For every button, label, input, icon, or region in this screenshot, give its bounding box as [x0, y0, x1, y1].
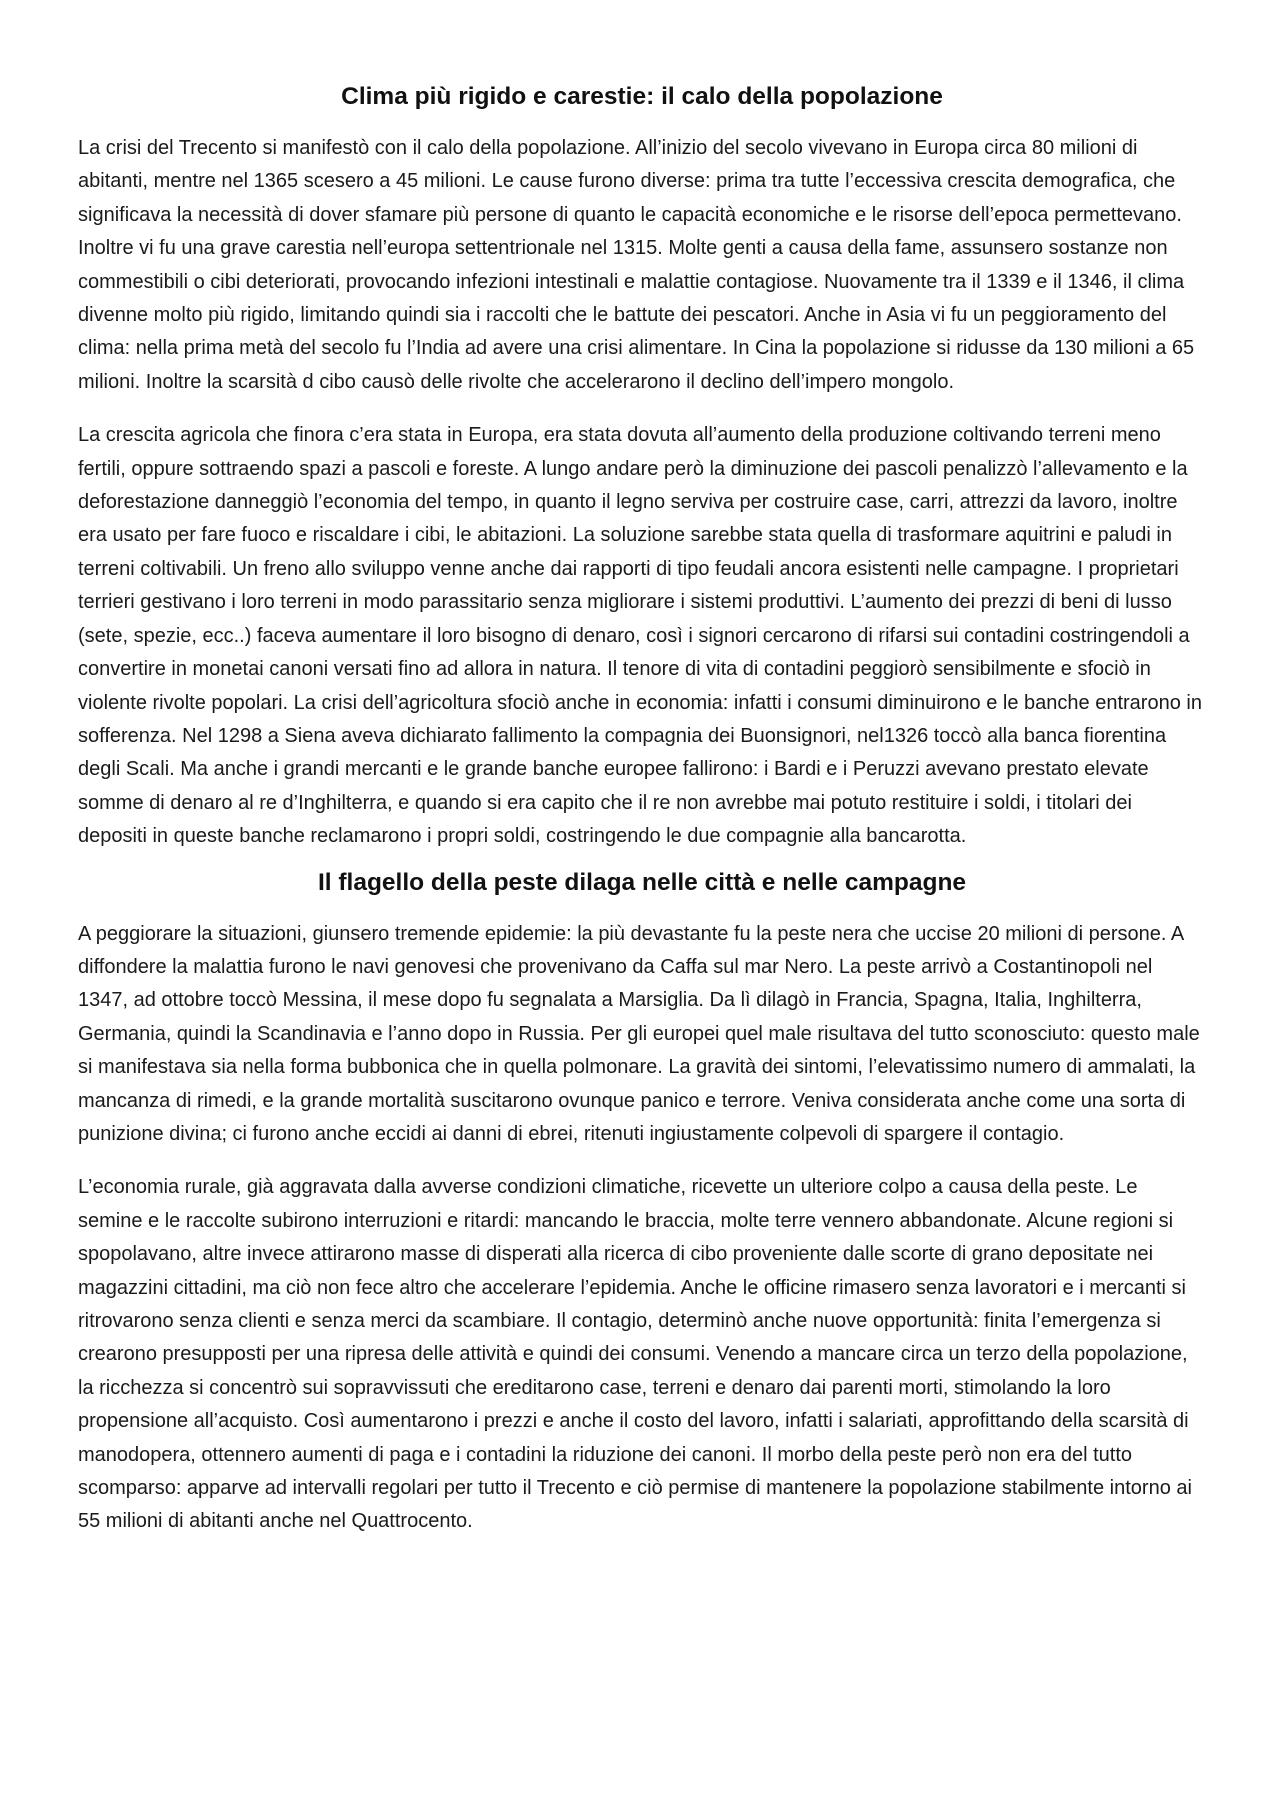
document-page	[78, 82, 1206, 1539]
paragraph-agricultural-crisis: La crescita agricola che finora c’era stata in Europa, era stata dovuta all’aumento della produzione coltivando terreni meno fertili, oppure sottraendo spazi a pascoli e foreste. A lungo andare però la diminuzione dei pascoli penalizzò l’allevamento e la deforestazione danneggiò l’economia del tempo, in quanto il legno serviva per costruire case, carri, attrezzi da lavoro, inoltre era usato per fare fuoco e riscaldare i cibi, le abitazioni. La soluzione sarebbe stata quella di trasformare aquitrini e paludi in terreni coltivabili. Un freno allo sviluppo venne anche dai rapporti di tipo feudali ancora esistenti nelle campagne. I proprietari terrieri gestivano i loro terreni in modo parassitario senza migliorare i sistemi produttivi. L’aumento dei prezzi di beni di lusso (sete, spezie, ecc..) faceva aumentare il loro bisogno di denaro, così i signori cercarono di rifarsi sui contadini costringendoli a convertire in monetai canoni versati fino ad allora in natura. Il tenore di vita di contadini peggiorò sensibilmente e sfociò in violente rivolte popolari. La crisi dell’agricoltura sfociò anche in economia: infatti i consumi diminuirono e le banche entrarono in sofferenza. Nel 1298 a Siena aveva dichiarato fallimento la compagnia dei Buonsignori, nel1326 toccò alla banca fiorentina degli Scali. Ma anche i grandi mercanti e le grande banche europee fallirono: i Bardi e i Peruzzi avevano prestato elevate somme di denaro al re d’Inghilterra, e quando si era capito che il re non avrebbe mai potuto restituire i soldi, i titolari dei depositi in queste banche reclamarono i propri soldi, costringendo le due compagnie alla bancarotta.	[78, 424, 1202, 848]
paragraph-population-decline: La crisi del Trecento si manifestò con il calo della popolazione. All’inizio del secolo vivevano in Europa circa 80 milioni di abitanti, mentre nel 1365 scesero a 45 milioni. Le cause furono diverse: prima tra tutte l’eccessiva crescita demografica, che significava la necessità di dover sfamare più persone di quanto le capacità economiche e le risorse dell’epoca permettevano. Inoltre vi fu una grave carestia nell’europa settentrionale nel 1315. Molte genti a causa della fame, assunsero sostanze non commestibili o cibi deteriorati, provocando infezioni intestinali e malattie contagiose. Nuovamente tra il 1339 e il 1346, il clima divenne molto più rigido, limitando quindi sia i raccolti che le battute dei pescatori. Anche in Asia vi fu un peggioramento del clima: nella prima metà del secolo fu l’India ad avere una crisi alimentare. In Cina la popolazione si ridusse da 130 milioni a 65 milioni. Inoltre la scarsità d cibo causò delle rivolte che accelerarono il declino dell’impero mongolo.	[78, 137, 1195, 393]
paragraph-rural-economy: L’economia rurale, già aggravata dalla avverse condizioni climatiche, ricevette un ulteriore colpo a causa della peste. Le semine e le raccolte subirono interruzioni e ritardi: mancando le braccia, molte terre vennero abbandonate. Alcune regioni si spopolavano, altre invece attirarono masse di disperati alla ricerca di cibo proveniente dalle scorte di grano depositate nei magazzini cittadini, ma ciò non fece altro che accelerare l’epidemia. Anche le officine rimasero senza lavoratori e i mercanti si ritrovarono senza clienti e senza merci da scambiare. Il contagio, determinò anche nuove opportunità: finita l’emergenza si crearono presupposti per una ripresa delle attività e quindi dei consumi. Venendo a mancare circa un terzo della popolazione, la ricchezza si concentrò sui sopravvissuti che ereditarono case, terreni e denaro dai parenti morti, stimolando la loro propensione all’acquisto. Così aumentarono i prezzi e anche il costo del lavoro, infatti i salariati, approfittando della scarsità di manodopera, ottennero aumenti di paga e i contadini la riduzione dei canoni. Il morbo della peste però non era del tutto scomparso: apparve ad intervalli regolari per tutto il Trecento e ciò permise di mantenere la popolazione stabilmente intorno ai 55 milioni di abitanti anche nel Quattrocento.	[78, 1176, 1192, 1533]
paragraph-black-death: A peggiorare la situazioni, giunsero tremende epidemie: la più devastante fu la peste nera che uccise 20 milioni di persone. A diffondere la malattia furono le navi genovesi che provenivano da Caffa sul mar Nero. La peste arrivò a Costantinopoli nel 1347, ad ottobre toccò Messina, il mese dopo fu segnalata a Marsiglia. Da lì dilagò in Francia, Spagna, Italia, Inghilterra, Germania, quindi la Scandinavia e l’anno dopo in Russia. Per gli europei quel male risultava del tutto sconosciuto: questo male si manifestava sia nella forma bubbonica che in quella polmonare. La gravità dei sintomi, l’elevatissimo numero di ammalati, la mancanza di rimedi, e la grande mortalità suscitarono ovunque panico e terrore. Veniva considerata anche come una sorta di punizione divina; ci furono anche eccidi ai danni di ebrei, ritenuti ingiustamente colpevoli di spargere il contagio.	[78, 922, 1200, 1145]
section-title-climate: Clima più rigido e carestie: il calo della popolazione	[341, 83, 943, 110]
section-title-plague: Il flagello della peste dilaga nelle città e nelle campagne	[317, 868, 967, 896]
